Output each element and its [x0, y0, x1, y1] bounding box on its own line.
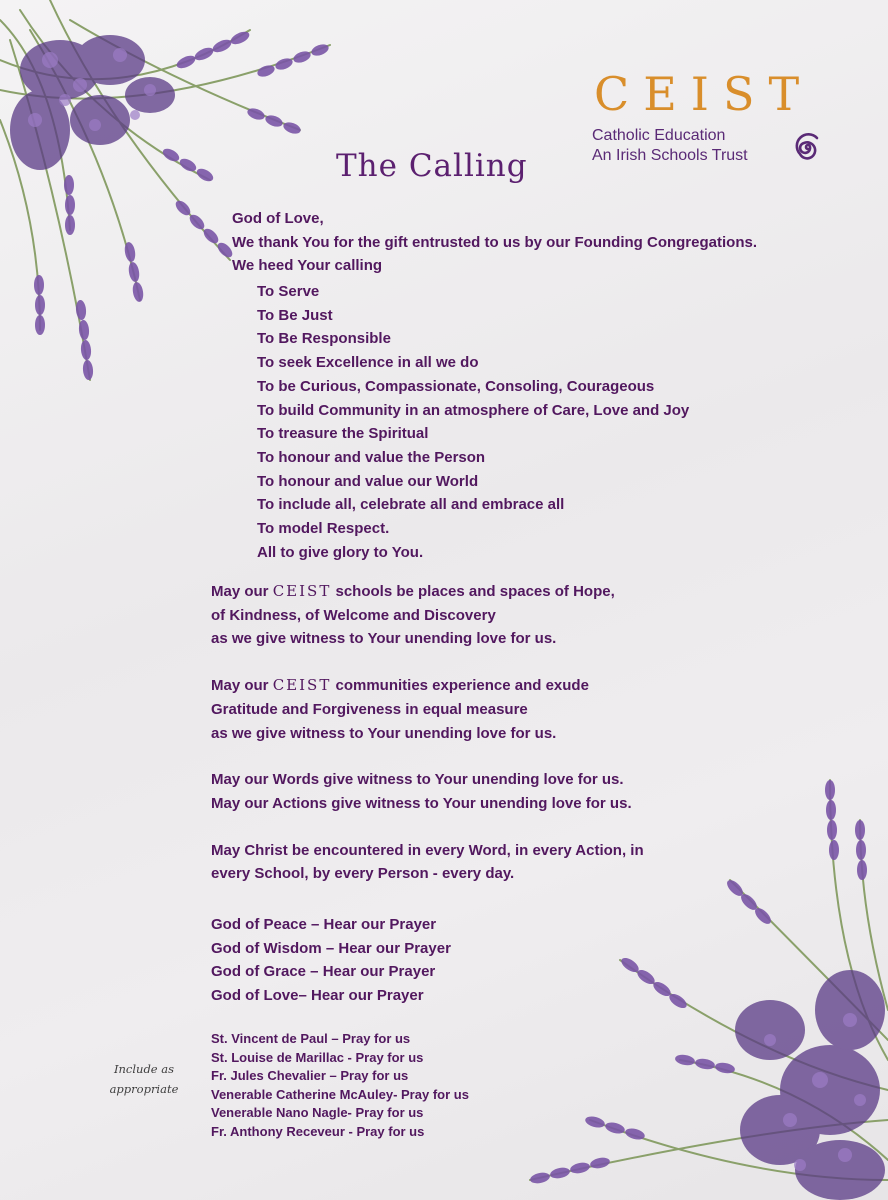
- verse-line: every School, by every Person - every day.: [211, 865, 515, 883]
- note-line: Include as: [113, 1062, 175, 1076]
- calling-item: To Be Responsible: [257, 330, 391, 348]
- logo-line-catholic-education: Catholic Education: [592, 127, 726, 144]
- saint-line: St. Vincent de Paul – Pray for us: [211, 1031, 411, 1046]
- invocation-line: God of Peace – Hear our Prayer: [211, 916, 437, 933]
- calling-item: To honour and value our World: [257, 472, 479, 490]
- invocation-line: God of Wisdom – Hear our Prayer: [211, 939, 451, 957]
- verse-christ: [211, 839, 644, 886]
- callings-list: [257, 280, 689, 564]
- prayer-verses: [211, 580, 644, 886]
- spiral-icon: [788, 128, 828, 168]
- verse-line: as we give witness to Your unending love for us.: [211, 724, 557, 742]
- ceist-logo: [592, 68, 832, 166]
- verse-rest: communities experience and exude: [335, 677, 589, 695]
- calling-item: To build Community in an atmosphere of Care, Love and Joy: [257, 401, 690, 419]
- calling-item: All to give glory to You.: [257, 543, 424, 561]
- page-title: The Calling: [336, 148, 528, 184]
- calling-item: To honour and value the Person: [257, 448, 486, 466]
- verse-words-actions: [211, 768, 644, 815]
- intro-line: We heed Your calling: [232, 257, 383, 275]
- saint-line: Venerable Catherine McAuley- Pray for us: [211, 1086, 469, 1102]
- ceist-inline-mark: CEIST: [272, 582, 332, 600]
- calling-item: To treasure the Spiritual: [257, 425, 429, 443]
- ceist-logo-mark: CEIST: [594, 67, 814, 121]
- verse-rest: schools be places and spaces of Hope,: [335, 583, 615, 600]
- invocation-line: God of Love– Hear our Prayer: [211, 987, 424, 1005]
- verse-line: May our Words give witness to Your unending love for us.: [211, 771, 624, 789]
- verse-line: [211, 580, 644, 604]
- logo-line-irish-schools-trust: An Irish Schools Trust: [592, 147, 748, 164]
- calling-item: To model Respect.: [257, 520, 390, 538]
- saint-line: Fr. Jules Chevalier – Pray for us: [211, 1068, 409, 1083]
- verse-prefix: May our: [211, 583, 269, 600]
- saint-line: Venerable Nano Nagle- Pray for us: [211, 1105, 424, 1120]
- calling-item: To seek Excellence in all we do: [257, 354, 479, 372]
- invocation-line: God of Grace – Hear our Prayer: [211, 963, 436, 981]
- intro-line: We thank You for the gift entrusted to us by our Founding Congregations.: [232, 233, 757, 251]
- calling-item: To be Curious, Compassionate, Consoling, Courageous: [257, 377, 655, 395]
- prayer-intro: [232, 207, 757, 278]
- calling-item: To include all, celebrate all and embrace all: [257, 496, 565, 514]
- ceist-logo-text: [592, 126, 832, 166]
- verse-line: Gratitude and Forgiveness in equal measure: [211, 700, 528, 718]
- verse-line: May our Actions give witness to Your unending love for us.: [211, 794, 632, 812]
- saint-line: Fr. Anthony Receveur - Pray for us: [211, 1123, 425, 1139]
- verse-line: as we give witness to Your unending love for us.: [211, 630, 557, 648]
- calling-item: To Be Just: [257, 306, 333, 324]
- closing-invocations: [211, 913, 451, 1008]
- intro-line: God of Love,: [232, 210, 324, 227]
- verse-schools: [211, 580, 644, 651]
- saints-list: [211, 1030, 469, 1141]
- verse-line: May Christ be encountered in every Word, in every Action, in: [211, 841, 644, 859]
- calling-item: To Serve: [257, 283, 320, 300]
- verse-line: [211, 674, 644, 698]
- verse-prefix: May our: [211, 677, 269, 695]
- ceist-inline-mark: CEIST: [272, 676, 332, 695]
- include-note: [104, 1059, 184, 1099]
- verse-communities: [211, 674, 644, 745]
- verse-line: of Kindness, of Welcome and Discovery: [211, 606, 496, 624]
- note-line: appropriate: [109, 1082, 179, 1096]
- saint-line: St. Louise de Marillac - Pray for us: [211, 1049, 424, 1065]
